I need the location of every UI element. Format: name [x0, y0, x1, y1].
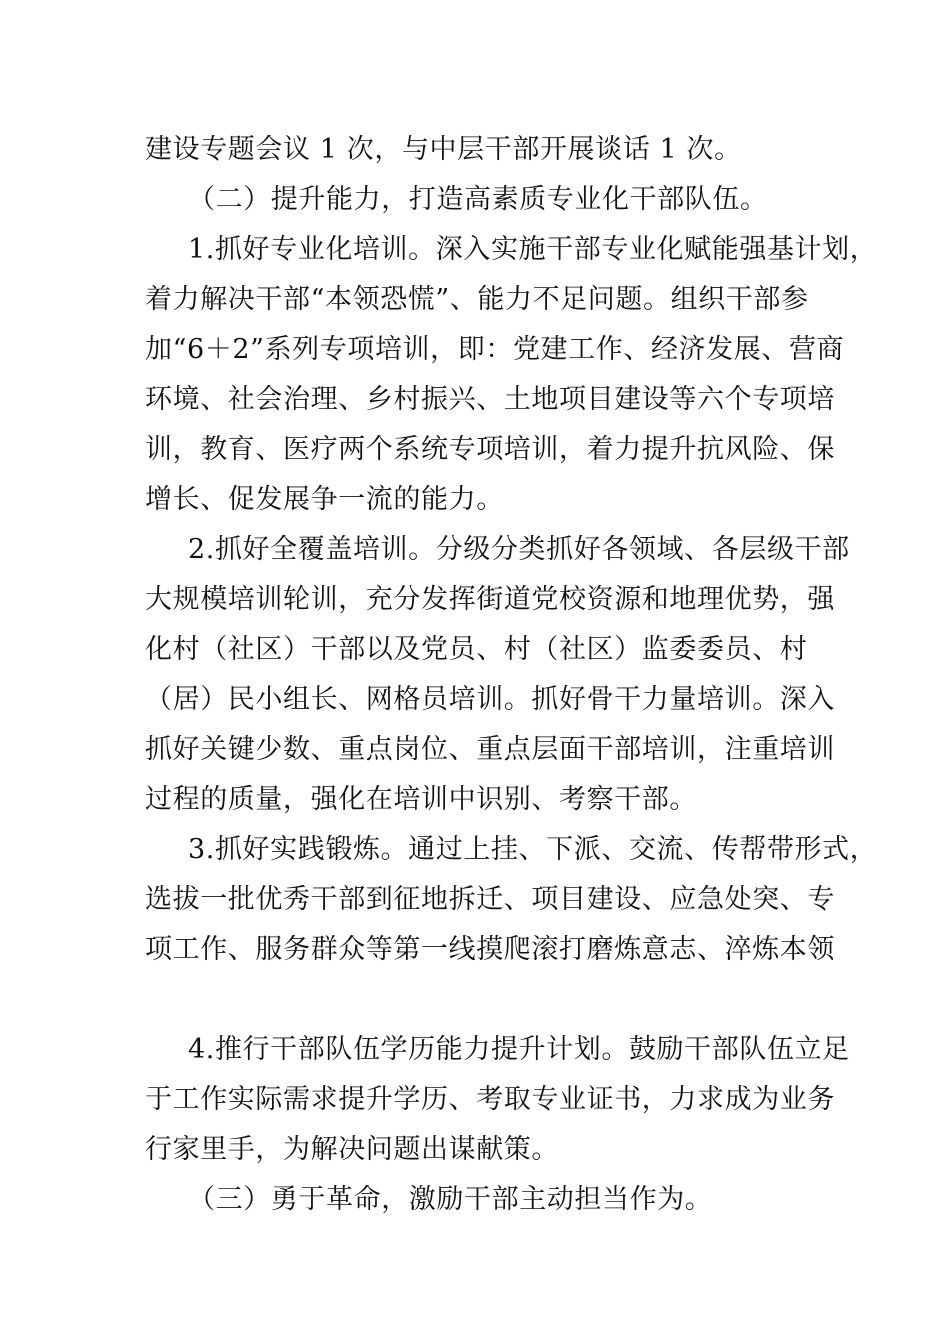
paragraph-1-line: 加“6＋2”系列专项培训，即：党建工作、经济发展、营商	[145, 334, 845, 365]
paragraph-2-line: 抓好关键少数、重点岗位、重点层面干部培训，注重培训	[145, 734, 835, 765]
paragraph-1-line: 训，教育、医疗两个系统专项培训，着力提升抗风险、保	[145, 434, 835, 465]
paragraph-4-line: 行家里手，为解决问题出谋献策。	[145, 1134, 559, 1165]
paragraph-1-line: 着力解决干部“本领恐慌”、能力不足问题。组织干部参	[145, 284, 809, 315]
paragraph-1-line: 环境、社会治理、乡村振兴、土地项目建设等六个专项培	[145, 384, 835, 415]
section-heading-2: （二）提升能力，打造高素质专业化干部队伍。	[188, 184, 768, 215]
paragraph-1-line: 1.抓好专业化培训。深入实施干部专业化赋能强基计划，	[188, 234, 878, 265]
paragraph-2-line: 过程的质量，强化在培训中识别、考察干部。	[145, 784, 697, 815]
section-heading-3: （三）勇于革命，激励干部主动担当作为。	[188, 1184, 713, 1215]
paragraph-3-line: 3.抓好实践锻炼。通过上挂、下派、交流、传帮带形式，	[188, 834, 878, 865]
text-line: 建设专题会议 1 次，与中层干部开展谈话 1 次。	[145, 134, 742, 165]
paragraph-2-line: 大规模培训轮训，充分发挥街道党校资源和地理优势，强	[145, 584, 835, 615]
paragraph-2-line: 2.抓好全覆盖培训。分级分类抓好各领域、各层级干部	[188, 534, 850, 565]
paragraph-3-line: 选拔一批优秀干部到征地拆迁、项目建设、应急处突、专	[145, 884, 835, 915]
paragraph-2-line: 化村（社区）干部以及党员、村（社区）监委委员、村	[145, 634, 808, 665]
paragraph-4-line: 4.推行干部队伍学历能力提升计划。鼓励干部队伍立足	[188, 1034, 850, 1065]
paragraph-1-line: 增长、促发展争一流的能力。	[145, 484, 504, 515]
paragraph-3-line: 项工作、服务群众等第一线摸爬滚打磨炼意志、淬炼本领	[145, 934, 835, 965]
paragraph-2-line: （居）民小组长、网格员培训。抓好骨干力量培训。深入	[145, 684, 835, 715]
paragraph-4-line: 于工作实际需求提升学历、考取专业证书，力求成为业务	[145, 1084, 835, 1115]
